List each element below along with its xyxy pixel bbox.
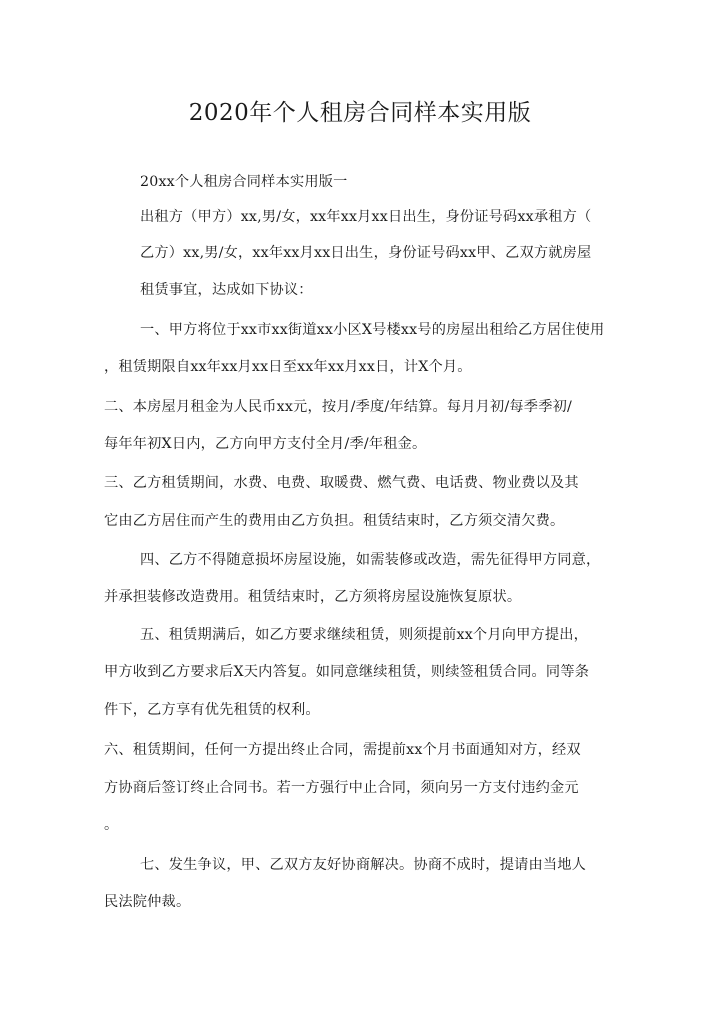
paragraph-line: 。 bbox=[104, 817, 119, 833]
paragraph-line: 租赁事宜，达成如下协议： bbox=[140, 282, 313, 298]
document-subtitle: 20xx个人租房合同样本实用版一 bbox=[140, 174, 348, 190]
paragraph-line: 六、租赁期间，任何一方提出终止合同，需提前xx个月书面通知对方，经双 bbox=[104, 742, 581, 758]
document-title: 2020年个人租房合同样本实用版 bbox=[188, 100, 532, 126]
paragraph-line: ，租赁期限自xx年xx月xx日至xx年xx月xx日，计X个月。 bbox=[104, 359, 472, 375]
paragraph-line: 件下，乙方享有优先租赁的权利。 bbox=[104, 702, 320, 718]
paragraph-line: 出租方（甲方）xx,男/女，xx年xx月xx日出生，身份证号码xx承租方（ bbox=[140, 209, 592, 225]
paragraph-line: 方协商后签订终止合同书。若一方强行中止合同，须向另一方支付违约金元 bbox=[104, 780, 579, 796]
paragraph-line: 民法院仲裁。 bbox=[104, 894, 191, 910]
paragraph-line: 并承担装修改造费用。租赁结束时，乙方须将房屋设施恢复原状。 bbox=[104, 589, 522, 605]
paragraph-line: 五、租赁期满后，如乙方要求继续租赁，则须提前xx个月向甲方提出， bbox=[140, 627, 589, 643]
paragraph-line: 一、甲方将位于xx市xx街道xx小区X号楼xx号的房屋出租给乙方居住使用 bbox=[140, 322, 605, 338]
paragraph-line: 乙方）xx,男/女，xx年xx月xx日出生，身份证号码xx甲、乙双方就房屋 bbox=[140, 245, 592, 261]
paragraph-line: 七、发生争议，甲、乙双方友好协商解决。协商不成时，提请由当地人 bbox=[140, 857, 587, 873]
paragraph-line: 甲方收到乙方要求后X天内答复。如同意继续租赁，则续签租赁合同。同等条 bbox=[104, 664, 590, 680]
paragraph-line: 四、乙方不得随意损坏房屋设施，如需装修或改造，需先征得甲方同意， bbox=[140, 552, 601, 568]
paragraph-line: 三、乙方租赁期间，水费、电费、取暖费、燃气费、电话费、物业费以及其 bbox=[104, 475, 579, 491]
paragraph-line: 二、本房屋月租金为人民币xx元，按月/季度/年结算。每月月初/每季季初/ bbox=[104, 399, 572, 415]
paragraph-line: 每年年初X日内，乙方向甲方支付全月/季/年租金。 bbox=[104, 436, 427, 452]
paragraph-line: 它由乙方居住而产生的费用由乙方负担。租赁结束时，乙方须交清欠费。 bbox=[104, 513, 565, 529]
